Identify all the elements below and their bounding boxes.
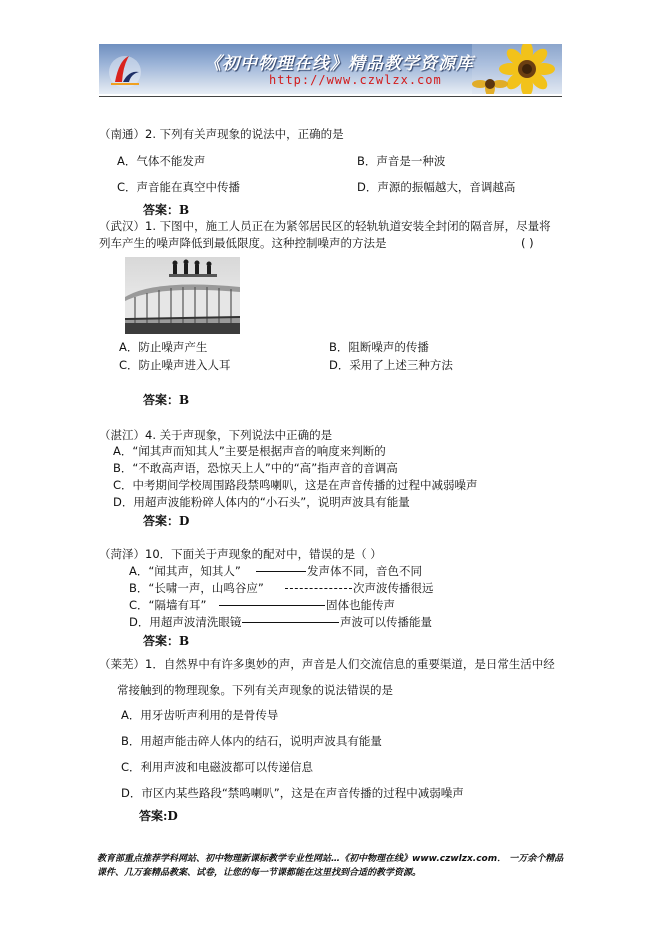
q5-option-d: D．市区内某些路段“禁鸣喇叭”，这是在声音传播的过程中减弱噪声 [121,786,464,800]
q4-pair-b-connector [285,588,352,589]
q2-answer: 答案：B [143,393,190,407]
q4-pair-b-right: 次声波传播很远 [353,581,434,595]
q4-pair-c-left: C．“隔墙有耳” [129,598,207,612]
q3-option-d: D．用超声波能粉碎人体内的“小石头”，说明声波具有能量 [113,495,410,509]
question-5-stem-line1: （莱芜）1．自然界中有许多奥妙的声，声音是人们交流信息的重要渠道，是日常生活中经 [99,657,555,671]
q4-pair-a-right: 发声体不同，音色不同 [307,564,422,578]
question-2-blank: ( ) [521,236,534,250]
q4-pair-d-left: D．用超声波清洗眼镜 [129,615,242,629]
q1-option-b: B．声音是一种波 [357,154,446,168]
q1-option-c: C．声音能在真空中传播 [117,180,241,194]
noise-barrier-photo [125,257,240,334]
q2-option-d: D．采用了上述三种方法 [329,358,453,372]
q5-answer: 答案:D [139,809,178,823]
q1-answer: 答案：B [143,203,190,217]
q4-pair-d-connector [242,622,339,623]
question-2-stem-line1: （武汉）1. 下图中，施工人员正在为紧邻居民区的轻轨轨道安装全封闭的隔音屏，尽量将 [99,219,551,233]
header-divider [99,96,562,97]
q4-answer: 答案：B [143,634,190,648]
q3-option-a: A．“闻其声而知其人”主要是根据声音的响度来判断的 [113,444,386,458]
question-5-stem-line2: 常接触到的物理现象。下列有关声现象的说法错误的是 [117,683,393,697]
q4-pair-c-right: 固体也能传声 [326,598,395,612]
q1-option-d: D．声源的振幅越大，音调越高 [357,180,516,194]
q4-pair-c-connector [219,605,325,606]
q2-option-c: C．防止噪声进入人耳 [119,358,231,372]
q4-pair-a-connector [256,571,306,572]
q3-option-b: B．“不敢高声语，恐惊天上人”中的“高”指声音的音调高 [113,461,398,475]
q3-option-c: C．中考期间学校周围路段禁鸣喇叭，这是在声音传播的过程中减弱噪声 [113,478,478,492]
question-2-stem-line2: 列车产生的噪声降低到最低限度。这种控制噪声的方法是 [99,236,387,250]
banner-title: 《初中物理在线》精品教学资源库 [204,54,474,74]
banner-url[interactable]: http://www.czwlzx.com [269,73,442,87]
q5-option-b: B．用超声能击碎人体内的结石，说明声波具有能量 [121,734,382,748]
q4-pair-a-left: A．“闻其声，知其人” [129,564,241,578]
q5-option-c: C．利用声波和电磁波都可以传递信息 [121,760,314,774]
question-3-stem: （湛江）4. 关于声现象，下列说法中正确的是 [99,428,333,442]
question-4-stem: （菏泽）10．下面关于声现象的配对中，错误的是（ ） [99,547,382,561]
site-logo-icon [105,50,145,90]
q5-option-a: A．用牙齿听声利用的是骨传导 [121,708,279,722]
q2-option-b: B．阻断噪声的传播 [329,340,429,354]
page-footer: 教育部重点推荐学科网站、初中物理新课标教学专业性网站…《初中物理在线》www.czwlzx.com． 一万余个精品课件、几万套精品教案、试卷，让您的每一节课都能在这里找到合适的教学资源。 [97,854,564,878]
q4-pair-b-left: B．“长啸一声，山鸣谷应” [129,581,264,595]
q1-option-a: A．气体不能发声 [117,154,206,168]
question-1-stem: （南通）2. 下列有关声现象的说法中，正确的是 [99,127,344,141]
q4-pair-d-right: 声波可以传播能量 [340,615,432,629]
q2-option-a: A．防止噪声产生 [119,340,208,354]
header-banner [99,44,562,94]
sunflower-icon [472,44,562,94]
q3-answer: 答案：D [143,514,190,528]
